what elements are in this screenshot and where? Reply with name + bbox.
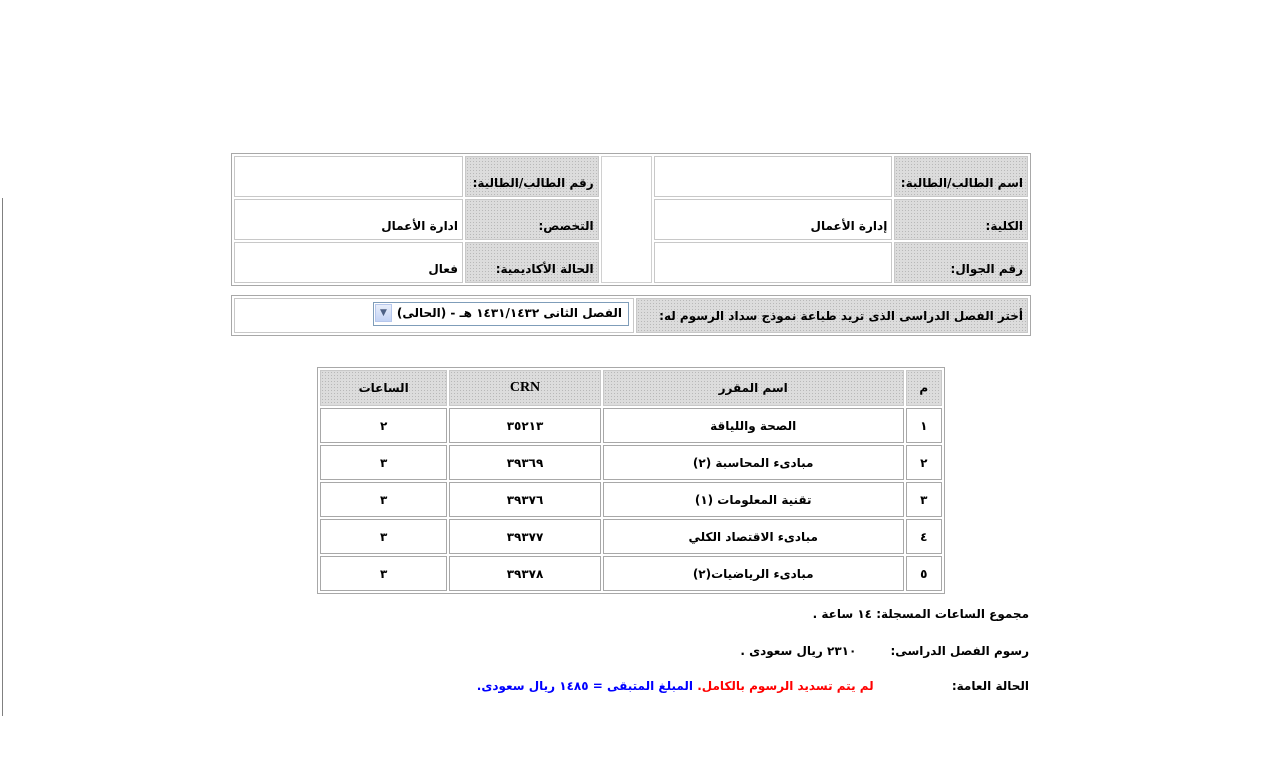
course-num: ٤ (906, 519, 942, 554)
info-row-1 (234, 156, 1028, 197)
fees-value: ٢٣١٠ ريال سعودى . (740, 644, 857, 658)
course-name: مبادىء الاقتصاد الكلي (603, 519, 904, 554)
student-name-label: اسم الطالب/الطالبة: (894, 156, 1028, 197)
course-name: مبادىء المحاسبة (٢) (603, 445, 904, 480)
mobile-label: رقم الجوال: (894, 242, 1028, 283)
course-num: ١ (906, 408, 942, 443)
major-label: التخصص: (465, 199, 599, 240)
academic-status-value: فعال (234, 242, 463, 283)
course-crn: ٣٥٢١٣ (449, 408, 600, 443)
semester-selection-table (231, 295, 1031, 336)
mobile-value (654, 242, 892, 283)
header-crn: CRN (449, 370, 600, 406)
left-window-edge (2, 198, 3, 716)
general-status-label: الحالة العامة: (951, 679, 1029, 693)
table-row (320, 519, 942, 554)
courses-table (317, 367, 945, 594)
academic-status-label: الحالة الأكاديمية: (465, 242, 599, 283)
total-hours-value: ١٤ ساعة . (812, 607, 873, 621)
course-name: مبادىء الرياضيات(٢) (603, 556, 904, 591)
semester-prompt: أختر الفصل الدراسى الذى تريد طباعة نموذج سداد الرسوم له: (636, 298, 1028, 333)
course-crn: ٣٩٣٦٩ (449, 445, 600, 480)
remaining-amount: المبلغ المتبقى = ١٤٨٥ ريال سعودى. (476, 679, 694, 693)
general-status-line (477, 679, 1029, 693)
student-number-label: رقم الطالب/الطالبة: (465, 156, 599, 197)
course-hours: ٣ (320, 482, 447, 517)
chevron-down-icon[interactable]: ▼ (375, 304, 392, 322)
course-hours: ٣ (320, 556, 447, 591)
major-value: ادارة الأعمال (234, 199, 463, 240)
unpaid-warning: لم يتم تسديد الرسوم بالكامل. (697, 679, 874, 693)
semester-select-cell (234, 298, 634, 333)
course-name: الصحة واللياقة (603, 408, 904, 443)
courses-header-row (320, 370, 942, 406)
student-info-table (231, 153, 1031, 286)
college-value: إدارة الأعمال (654, 199, 892, 240)
course-name: تقنية المعلومات (١) (603, 482, 904, 517)
info-gap-column (601, 156, 653, 283)
table-row (320, 556, 942, 591)
total-hours-line (813, 607, 1029, 621)
header-num: م (906, 370, 942, 406)
course-hours: ٣ (320, 519, 447, 554)
table-row (320, 482, 942, 517)
total-hours-label: مجموع الساعات المسجلة: (876, 607, 1029, 621)
table-row (320, 408, 942, 443)
course-num: ٥ (906, 556, 942, 591)
header-course-name: اسم المقرر (603, 370, 904, 406)
fees-label: رسوم الفصل الدراسى: (890, 644, 1029, 658)
course-hours: ٣ (320, 445, 447, 480)
college-label: الكلية: (894, 199, 1028, 240)
semester-select[interactable] (373, 302, 629, 326)
student-number-value (234, 156, 463, 197)
student-name-value (654, 156, 892, 197)
course-crn: ٣٩٣٧٦ (449, 482, 600, 517)
semester-selected-value: الفصل الثانى ١٤٣١/١٤٣٢ هـ - (الحالى) (396, 306, 622, 320)
course-hours: ٢ (320, 408, 447, 443)
course-num: ٢ (906, 445, 942, 480)
fees-line (740, 644, 1029, 658)
course-num: ٣ (906, 482, 942, 517)
course-crn: ٣٩٣٧٧ (449, 519, 600, 554)
table-row (320, 445, 942, 480)
header-hours: الساعات (320, 370, 447, 406)
course-crn: ٣٩٣٧٨ (449, 556, 600, 591)
